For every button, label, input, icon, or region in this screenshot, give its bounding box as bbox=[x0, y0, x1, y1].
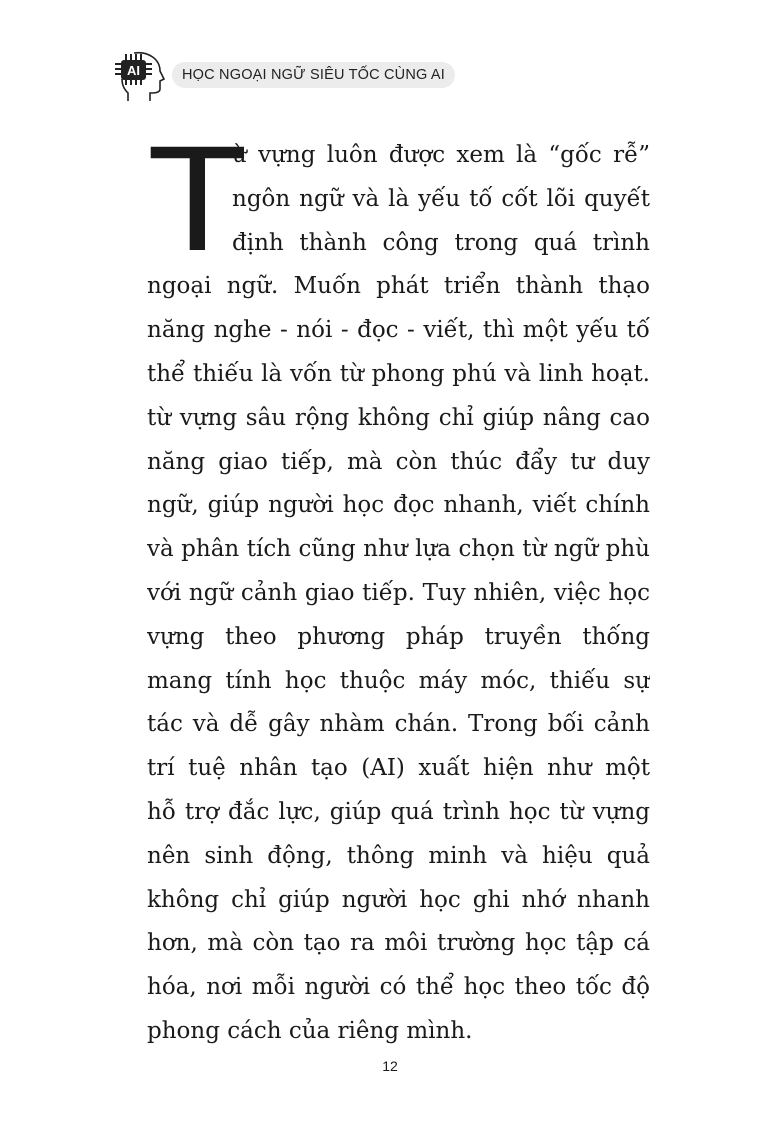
text-line: trí tuệ nhân tạo (AI) xuất hiện như một bbox=[147, 755, 650, 782]
running-header bbox=[112, 50, 455, 100]
page-number: 12 bbox=[382, 1058, 398, 1074]
drop-cap: T bbox=[147, 114, 248, 282]
text-line: ừ vựng luôn được xem là “gốc rễ” bbox=[232, 142, 650, 168]
text-line: năng giao tiếp, mà còn thúc đẩy tư duy bbox=[147, 448, 650, 475]
text-line: mang tính học thuộc máy móc, thiếu sự bbox=[147, 667, 650, 694]
text-line: với ngữ cảnh giao tiếp. Tuy nhiên, việc học bbox=[147, 579, 650, 606]
text-line: ngôn ngữ và là yếu tố cốt lõi quyết bbox=[232, 185, 650, 212]
text-line: phong cách của riêng mình. bbox=[147, 1017, 473, 1044]
text-line: từ vựng sâu rộng không chỉ giúp nâng cao bbox=[147, 404, 650, 431]
text-line: thể thiếu là vốn từ phong phú và linh hoạt. bbox=[147, 360, 650, 387]
body-text bbox=[147, 134, 650, 1054]
svg-text:AI: AI bbox=[127, 63, 140, 78]
text-line: hỗ trợ đắc lực, giúp quá trình học từ vựng bbox=[147, 798, 650, 825]
ai-head-chip-icon bbox=[112, 49, 168, 101]
text-line: và phân tích cũng như lựa chọn từ ngữ phù bbox=[147, 536, 650, 563]
text-line: không chỉ giúp người học ghi nhớ nhanh bbox=[147, 886, 650, 913]
running-title: HỌC NGOẠI NGỮ SIÊU TỐC CÙNG AI bbox=[172, 62, 455, 88]
text-line: ngoại ngữ. Muốn phát triển thành thạo bbox=[147, 273, 650, 300]
text-line: năng nghe - nói - đọc - viết, thì một yếu tố bbox=[147, 317, 650, 344]
text-line: ngữ, giúp người học đọc nhanh, viết chính bbox=[147, 492, 650, 519]
text-line: định thành công trong quá trình bbox=[232, 229, 650, 256]
text-line: vựng theo phương pháp truyền thống bbox=[147, 623, 650, 650]
text-line: nên sinh động, thông minh và hiệu quả bbox=[147, 842, 650, 869]
text-line: hơn, mà còn tạo ra môi trường học tập cá bbox=[147, 930, 650, 957]
text-line: tác và dễ gây nhàm chán. Trong bối cảnh bbox=[147, 711, 650, 738]
text-line: hóa, nơi mỗi người có thể học theo tốc độ bbox=[147, 974, 650, 1001]
